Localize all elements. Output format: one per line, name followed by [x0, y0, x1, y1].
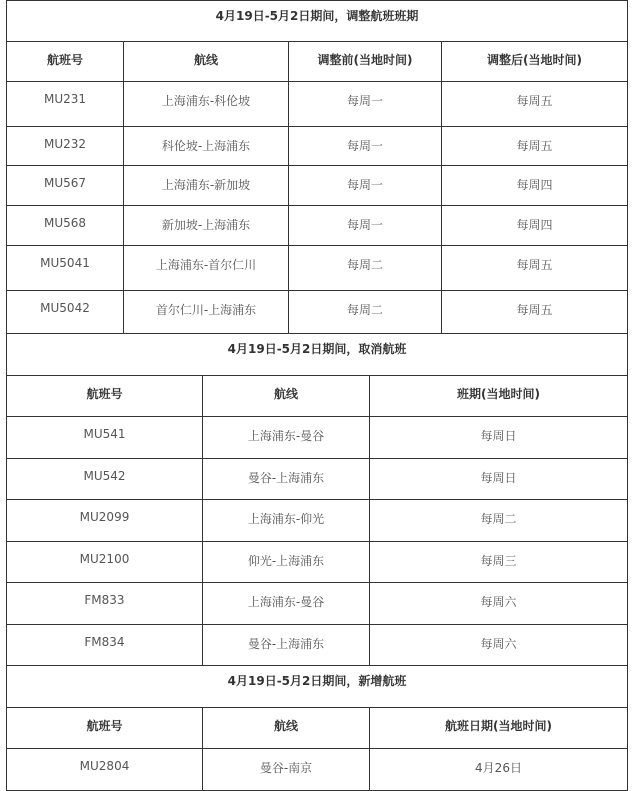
- after-cell: 每周五: [442, 82, 628, 127]
- cancelled-flights-title: 4月19日-5月2日期间，取消航班: [7, 334, 628, 376]
- flight-no-cell: MU2804: [7, 749, 203, 791]
- flight-no-cell: MU231: [7, 82, 124, 127]
- flight-no-cell: MU2100: [7, 542, 203, 583]
- table-row: [7, 82, 628, 127]
- before-cell: 每周一: [289, 82, 442, 127]
- flight-no-cell: MU542: [7, 459, 203, 500]
- route-cell: 首尔仁川-上海浦东: [124, 291, 289, 334]
- route-cell: 上海浦东-科伦坡: [124, 82, 289, 127]
- added-flights-table: [6, 665, 628, 791]
- before-cell: 每周一: [289, 127, 442, 166]
- flight-no-cell: MU567: [7, 166, 124, 206]
- header-after: 调整后(当地时间): [442, 42, 628, 82]
- header-before: 调整前(当地时间): [289, 42, 442, 82]
- table-row: [7, 459, 628, 500]
- added-flights-title: 4月19日-5月2日期间，新增航班: [7, 666, 628, 708]
- header-route: 航线: [203, 708, 370, 749]
- route-cell: 上海浦东-新加坡: [124, 166, 289, 206]
- table-row: [7, 583, 628, 625]
- after-cell: 每周五: [442, 246, 628, 291]
- before-cell: 每周二: [289, 291, 442, 334]
- table-row: [7, 625, 628, 666]
- header-flight-no: 航班号: [7, 376, 203, 417]
- after-cell: 每周五: [442, 127, 628, 166]
- table-row: [7, 166, 628, 206]
- after-cell: 每周四: [442, 166, 628, 206]
- route-cell: 上海浦东-曼谷: [203, 417, 370, 459]
- flight-no-cell: MU2099: [7, 500, 203, 542]
- schedule-cell: 每周日: [370, 417, 628, 459]
- before-cell: 每周二: [289, 246, 442, 291]
- flight-no-cell: MU5041: [7, 246, 124, 291]
- after-cell: 每周四: [442, 206, 628, 246]
- flight-no-cell: MU541: [7, 417, 203, 459]
- route-cell: 曼谷-上海浦东: [203, 625, 370, 666]
- table-row: [7, 127, 628, 166]
- header-flight-no: 航班号: [7, 42, 124, 82]
- cancelled-flights-table: [6, 333, 628, 666]
- table-row: [7, 749, 628, 791]
- header-schedule: 班期(当地时间): [370, 376, 628, 417]
- table-row: [7, 417, 628, 459]
- header-flight-no: 航班号: [7, 708, 203, 749]
- adjusted-flights-table: [6, 0, 628, 334]
- flight-no-cell: MU232: [7, 127, 124, 166]
- route-cell: 新加坡-上海浦东: [124, 206, 289, 246]
- flight-no-cell: MU568: [7, 206, 124, 246]
- route-cell: 科伦坡-上海浦东: [124, 127, 289, 166]
- flight-no-cell: FM834: [7, 625, 203, 666]
- route-cell: 曼谷-南京: [203, 749, 370, 791]
- route-cell: 上海浦东-首尔仁川: [124, 246, 289, 291]
- route-cell: 仰光-上海浦东: [203, 542, 370, 583]
- header-route: 航线: [203, 376, 370, 417]
- header-route: 航线: [124, 42, 289, 82]
- schedule-cell: 每周二: [370, 500, 628, 542]
- schedule-cell: 每周日: [370, 459, 628, 500]
- route-cell: 上海浦东-仰光: [203, 500, 370, 542]
- table-row: [7, 291, 628, 334]
- schedule-cell: 每周六: [370, 625, 628, 666]
- adjusted-flights-title: 4月19日-5月2日期间，调整航班班期: [7, 1, 628, 42]
- table-row: [7, 206, 628, 246]
- flight-no-cell: MU5042: [7, 291, 124, 334]
- before-cell: 每周一: [289, 206, 442, 246]
- schedule-cell: 每周三: [370, 542, 628, 583]
- flight-no-cell: FM833: [7, 583, 203, 625]
- route-cell: 上海浦东-曼谷: [203, 583, 370, 625]
- table-row: [7, 246, 628, 291]
- header-date: 航班日期(当地时间): [370, 708, 628, 749]
- table-row: [7, 542, 628, 583]
- before-cell: 每周一: [289, 166, 442, 206]
- after-cell: 每周五: [442, 291, 628, 334]
- route-cell: 曼谷-上海浦东: [203, 459, 370, 500]
- table-row: [7, 500, 628, 542]
- date-cell: 4月26日: [370, 749, 628, 791]
- schedule-cell: 每周六: [370, 583, 628, 625]
